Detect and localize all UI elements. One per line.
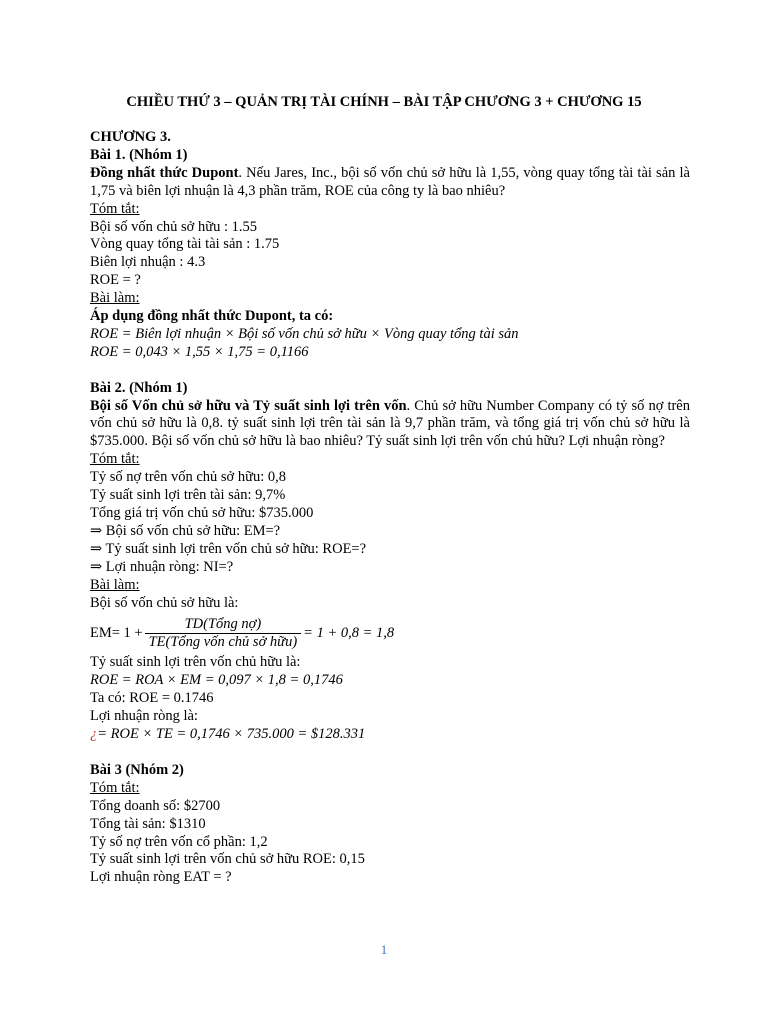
bai1-formula1: ROE = Biên lợi nhuận × Bội số vốn chủ sở hữu × Vòng quay tổng tài sản xyxy=(90,325,519,342)
bai2-intro xyxy=(90,398,690,452)
bai1-bailam: Bài làm: xyxy=(90,290,140,307)
bai1-given-2: Biên lợi nhuận : 4.3 xyxy=(90,254,206,271)
ni-formula: = ROE × TE = 0,1746 × 735.000 = $128.331 xyxy=(97,726,366,743)
bai2-roe-intro: Tỷ suất sinh lợi trên vốn chủ hữu là: xyxy=(90,654,301,671)
bai2-taco: Ta có: ROE = 0.1746 xyxy=(90,690,214,707)
page-number: 1 xyxy=(380,942,388,957)
bai1-given-1: Vòng quay tổng tài tài sản : 1.75 xyxy=(90,236,280,253)
bai2-given-1: Tỷ suất sinh lợi trên tài sản: 9,7% xyxy=(90,487,286,504)
bai3-heading: Bài 3 (Nhóm 2) xyxy=(90,761,184,778)
bai3-given-4: Lợi nhuận ròng EAT = ? xyxy=(90,869,232,886)
bai1-heading: Bài 1. (Nhóm 1) xyxy=(90,146,188,163)
bai3-given-3: Tỷ suất sinh lợi trên vốn chủ sở hữu ROE: 0,15 xyxy=(90,851,365,868)
bai2-intro-bold: Bội số Vốn chủ sở hữu và Tỷ suất sinh lợi trên vốn xyxy=(90,397,407,414)
bai2-intro-text: . Chủ sở hữu Number Company có tỷ số nợ trên vốn chủ sở hữu là 0,8. tỷ suất sinh lợi trên tài sản là 9,7 phần trăm, và tổng giá trị vốn chủ sở hữu là $735.000. Bội số vốn chủ sở hữu là bao nhiêu? Tỷ suất sinh lợi trên vốn chủ hữu? Lợi nhuận ròng? xyxy=(90,397,690,450)
bai1-given-0: Bội số vốn chủ sở hữu : 1.55 xyxy=(90,218,257,235)
em-denominator: TE(Tổng vốn chủ sở hữu) xyxy=(145,633,302,651)
bai3-given-1: Tổng tài sản: $1310 xyxy=(90,815,206,832)
ni-symbol: ¿ xyxy=(90,726,98,743)
bai2-roe-formula: ROE = ROA × EM = 0,097 × 1,8 = 0,1746 xyxy=(90,672,343,689)
bai1-intro-bold: Đồng nhất thức Dupont xyxy=(90,164,239,181)
em-suffix: = 1 + 0,8 = 1,8 xyxy=(303,624,395,641)
document-body xyxy=(90,129,690,887)
bai3-given-2: Tỷ số nợ trên vốn cổ phần: 1,2 xyxy=(90,833,268,850)
bai1-apply: Áp dụng đồng nhất thức Dupont, ta có: xyxy=(90,308,334,325)
bai2-ni-formula-line xyxy=(90,726,690,744)
bai2-heading: Bài 2. (Nhóm 1) xyxy=(90,379,188,396)
bai2-given-3: ⇒ Bội số vốn chủ sở hữu: EM=? xyxy=(90,522,281,539)
bai3-given-0: Tổng doanh số: $2700 xyxy=(90,797,221,814)
bai1-intro-text: . Nếu Jares, Inc., bội số vốn chủ sở hữu là 1,55, vòng quay tổng tài tài sản là 1,75 và biên lợi nhuận là 4,3 phần trăm, ROE của công ty là bao nhiêu? xyxy=(90,164,690,199)
bai1-tomtat: Tóm tắt: xyxy=(90,200,140,217)
bai3-tomtat: Tóm tắt: xyxy=(90,779,140,796)
em-prefix: EM= 1 + xyxy=(90,624,143,641)
bai2-given-0: Tỷ số nợ trên vốn chủ sở hữu: 0,8 xyxy=(90,469,286,486)
bai2-given-2: Tổng giá trị vốn chủ sở hữu: $735.000 xyxy=(90,505,314,522)
bai1-intro xyxy=(90,165,690,201)
bai2-tomtat: Tóm tắt: xyxy=(90,451,140,468)
em-numerator: TD(Tổng nợ) xyxy=(184,615,262,632)
bai2-given-5: ⇒ Lợi nhuận ròng: NI=? xyxy=(90,558,234,575)
bai2-given-4: ⇒ Tỷ suất sinh lợi trên vốn chủ sở hữu: ROE=? xyxy=(90,540,367,557)
document-title: CHIỀU THỨ 3 – QUẢN TRỊ TÀI CHÍNH – BÀI TẬP CHƯƠNG 3 + CHƯƠNG 15 xyxy=(126,94,642,110)
em-formula xyxy=(90,612,690,654)
bai2-em-intro: Bội số vốn chủ sở hữu là: xyxy=(90,594,239,611)
bai2-bailam: Bài làm: xyxy=(90,576,140,593)
bai1-given-3: ROE = ? xyxy=(90,272,141,289)
em-fraction xyxy=(145,616,302,651)
bai2-ni-intro: Lợi nhuận ròng là: xyxy=(90,708,198,725)
bai1-formula2: ROE = 0,043 × 1,55 × 1,75 = 0,1166 xyxy=(90,343,309,360)
chapter-heading: CHƯƠNG 3. xyxy=(90,129,171,145)
